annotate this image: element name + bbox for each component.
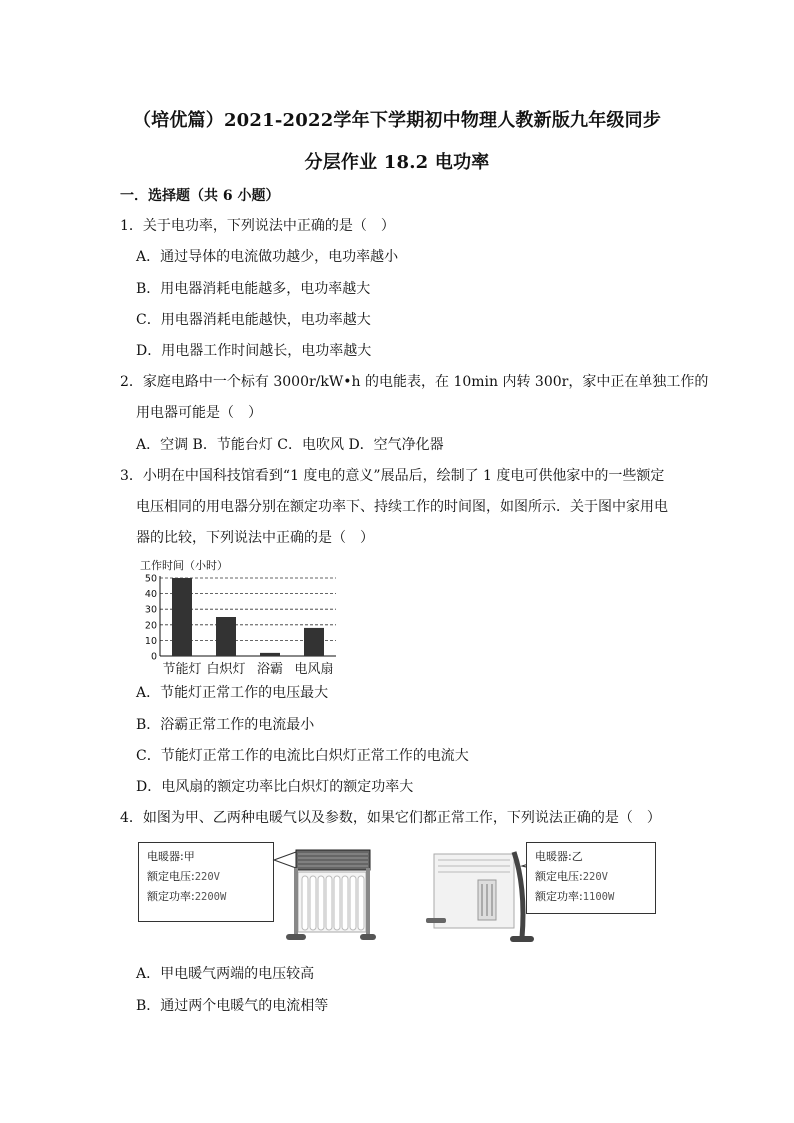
chart-ytick-label: 0: [150, 651, 157, 663]
section-heading: 一．选择题（共 6 小题）: [120, 188, 280, 204]
q1-option-a: A．通过导体的电流做功越少，电功率越小: [136, 249, 399, 265]
chart-bar: [304, 628, 324, 656]
q3-option-b: B．浴霸正常工作的电流最小: [136, 717, 315, 733]
heater-b-power-label: 额定功率:: [535, 890, 583, 903]
q1-option-d: D．用电器工作时间越长，电功率越大: [136, 343, 372, 359]
q2-stem-line2: 用电器可能是（ ）: [136, 405, 262, 421]
chart-category-label: 节能灯: [162, 662, 202, 677]
heater-b-voltage-label: 额定电压:: [535, 870, 583, 883]
q3-stem-line3: 器的比较，下列说法中正确的是（ ）: [136, 530, 374, 546]
chart-bar: [216, 617, 236, 656]
q3-stem-line1: 3．小明在中国科技馆看到“1 度电的意义”展品后，绘制了 1 度电可供他家中的一些额定: [120, 468, 665, 484]
page-title: （培优篇）2021-2022学年下学期初中物理人教新版九年级同步: [132, 110, 662, 131]
q3-option-a: A．节能灯正常工作的电压最大: [136, 685, 329, 701]
q4-option-a: A．甲电暖气两端的电压较高: [136, 966, 315, 982]
page-subtitle: 分层作业 18.2 电功率: [304, 152, 490, 173]
chart-bar: [260, 653, 280, 656]
heater-b-name: 电暖器:乙: [535, 850, 583, 863]
q4-option-b: B．通过两个电暖气的电流相等: [136, 998, 329, 1014]
chart-ytick-label: 50: [144, 573, 157, 585]
heater-b-callout: [526, 842, 656, 914]
heater-a-name: 电暖器:甲: [147, 850, 195, 863]
chart-ytick-label: 20: [144, 620, 157, 632]
q3-option-c: C．节能灯正常工作的电流比白炽灯正常工作的电流大: [136, 748, 469, 764]
chart-ytick-label: 10: [144, 635, 157, 647]
heater-b-voltage: 220V: [582, 871, 609, 883]
chart-category-label: 白炽灯: [206, 662, 246, 677]
heater-a-callout: [138, 842, 274, 922]
chart-ytick-label: 30: [144, 604, 157, 616]
heater-b-power: 1100W: [582, 891, 615, 903]
heater-a-voltage: 220V: [194, 871, 221, 883]
oil-heater-a-illustration: [268, 838, 378, 950]
q1-stem: 1．关于电功率，下列说法中正确的是（ ）: [120, 218, 395, 234]
chart-bar: [172, 578, 192, 656]
chart-category-label: 浴霸: [256, 662, 284, 677]
q1-option-b: B．用电器消耗电能越多，电功率越大: [136, 281, 371, 297]
q2-options: A．空调 B．节能台灯 C．电吹风 D．空气净化器: [136, 437, 444, 453]
heater-a-power-label: 额定功率:: [147, 890, 195, 903]
heater-figure: [138, 838, 658, 950]
q3-stem-line2: 电压相同的用电器分别在额定功率下、持续工作的时间图，如图所示．关于图中家用电: [136, 499, 668, 515]
q2-stem-line1: 2．家庭电路中一个标有 3000r/kW•h 的电能表，在 10min 内转 300r，家中正在单独工作的: [120, 374, 709, 390]
chart-ytick-label: 40: [144, 589, 157, 601]
q3-option-d: D．电风扇的额定功率比白炽灯的额定功率大: [136, 779, 414, 795]
chart-category-label: 电风扇: [294, 662, 334, 677]
chart-ylabel: 工作时间（小时）: [140, 559, 228, 572]
work-time-bar-chart: [136, 552, 368, 678]
heater-a-voltage-label: 额定电压:: [147, 870, 195, 883]
heater-a-power: 2200W: [194, 891, 227, 903]
q4-stem: 4．如图为甲、乙两种电暖气以及参数，如果它们都正常工作，下列说法正确的是（ ）: [120, 810, 661, 826]
q1-option-c: C．用电器消耗电能越快，电功率越大: [136, 312, 371, 328]
